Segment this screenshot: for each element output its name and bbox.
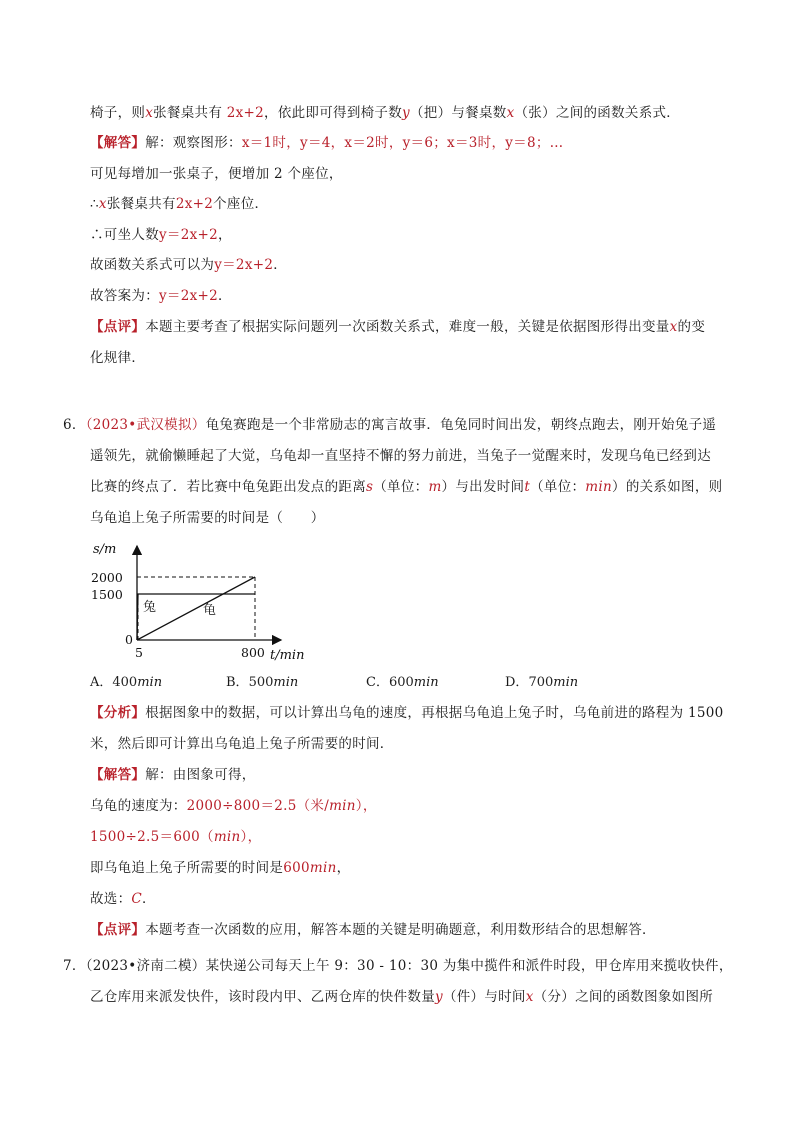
question-7-line-1: 7．（2023•济南二模）某快递公司每天上午 9：30 - 10：30 为集中揽件和派件时段，甲仓库用来揽收快件， bbox=[63, 958, 733, 974]
choice-d[interactable]: D．700min bbox=[505, 675, 579, 690]
y-tick-1500: 1500 bbox=[91, 587, 123, 602]
text-line: ∴x张餐桌共有2x+2个座位． bbox=[90, 196, 269, 212]
y-tick-2000: 2000 bbox=[91, 570, 123, 585]
text-line: ∴可坐人数y＝2x+2， bbox=[90, 227, 232, 243]
answer-line: 故选：C． bbox=[90, 891, 156, 907]
answer-line: 故答案为：y＝2x+2． bbox=[90, 288, 232, 304]
question-6-line-3: 比赛的终点了．若比赛中龟兔距出发点的距离s（单位：m）与出发时间t（单位：min）的关系如图，则 bbox=[90, 479, 723, 495]
text-line: 即乌龟追上兔子所需要的时间是600min， bbox=[90, 860, 351, 876]
rabbit-label: 兔 bbox=[143, 600, 157, 615]
y-tick-0: 0 bbox=[125, 632, 133, 647]
comment-tag: 【点评】 bbox=[90, 319, 146, 335]
question-6-line-1: 6．（2023•武汉模拟）龟兔赛跑是一个非常励志的寓言故事．龟兔同时间出发，朝终点跑去，刚开始兔子遥 bbox=[63, 417, 717, 433]
text-line: 故函数关系式可以为y＝2x+2． bbox=[90, 257, 288, 273]
solution-tag: 【解答】 bbox=[90, 767, 146, 783]
solution-tag: 【解答】 bbox=[90, 135, 146, 151]
text-line: 椅子，则x张餐桌共有 2x+2，依此即可得到椅子数y（把）与餐桌数x（张）之间的函数关系式． bbox=[90, 105, 681, 121]
question-number: 6． bbox=[63, 417, 86, 433]
text-line: 乌龟的速度为：2000÷800＝2.5（米/min）， bbox=[90, 798, 377, 814]
analysis-tag: 【分析】 bbox=[90, 705, 146, 721]
choice-b[interactable]: B．500min bbox=[226, 675, 299, 690]
y-axis-label: s/m bbox=[93, 542, 117, 557]
solution-line: 【解答】解：由图象可得， bbox=[90, 767, 256, 783]
text-line: 可见每增加一张桌子，便增加 2 个座位， bbox=[90, 166, 343, 182]
question-7-line-2: 乙仓库用来派发快件，该时段内甲、乙两仓库的快件数量y（件）与时间x（分）之间的函数图象如图所 bbox=[90, 989, 714, 1005]
analysis-line: 【分析】根据图象中的数据，可以计算出乌龟的速度，再根据乌龟追上兔子时，乌龟前进的路程为 1500 bbox=[90, 705, 724, 721]
choice-a[interactable]: A．400min bbox=[90, 675, 163, 690]
comment-line: 【点评】本题考查一次函数的应用，解答本题的关键是明确题意，利用数形结合的思想解答． bbox=[90, 922, 656, 938]
turtle-label: 龟 bbox=[203, 603, 217, 618]
comment-line: 【点评】本题主要考查了根据实际问题列一次函数关系式，难度一般，关键是依据图形得出变量x的变 bbox=[90, 319, 706, 335]
text-line: 1500÷2.5＝600（min）， bbox=[90, 829, 262, 845]
x-tick-800: 800 bbox=[241, 645, 265, 660]
comment-tag: 【点评】 bbox=[90, 922, 146, 938]
text-line: 化规律． bbox=[90, 350, 146, 366]
text-line: 米，然后即可计算出乌龟追上兔子所需要的时间． bbox=[90, 736, 394, 752]
question-number: 7． bbox=[63, 958, 86, 974]
question-source: （2023•武汉模拟） bbox=[85, 417, 206, 433]
solution-line: 【解答】解：观察图形：x＝1时，y＝4，x＝2时，y＝6；x＝3时，y＝8；… bbox=[90, 135, 564, 151]
question-6-line-2: 遥领先，就偷懒睡起了大觉，乌龟却一直坚持不懈的努力前进，当兔子一觉醒来时，发现乌龟已经到达 bbox=[90, 448, 711, 464]
x-tick-5: 5 bbox=[135, 645, 143, 660]
x-axis-label: t/min bbox=[270, 648, 305, 662]
question-6-line-4: 乌龟追上兔子所需要的时间是（ ） bbox=[90, 510, 325, 526]
choice-c[interactable]: C．600min bbox=[366, 675, 439, 690]
distance-time-chart bbox=[85, 538, 325, 662]
